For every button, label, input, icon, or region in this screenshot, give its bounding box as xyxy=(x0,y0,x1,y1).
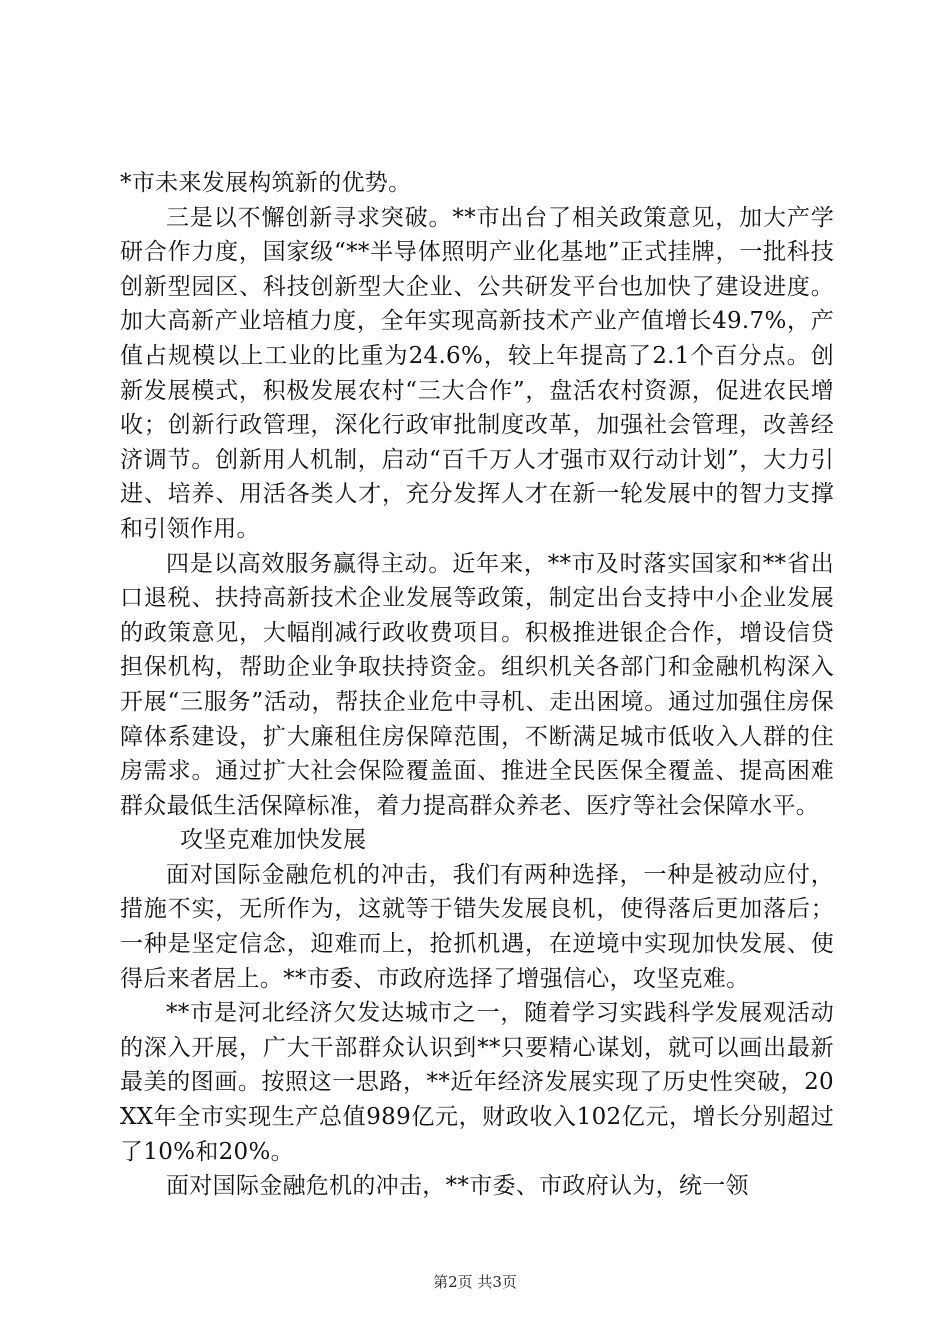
paragraph-continuation: *市未来发展构筑新的优势。 xyxy=(120,170,412,196)
paragraph-crisis-choice: 面对国际金融危机的冲击，我们有两种选择，一种是被动应付，措施不实，无所作为，这就等于错失发展良机，使得落后更加落后；一种是坚定信念，迎难而上，抢抓机遇，在逆境中实现加快发展、使得后来者居上。**市委、市政府选择了增强信心，攻坚克难。 xyxy=(120,861,834,992)
paragraph-innovation: 三是以不懈创新寻求突破。**市出台了相关政策意见，加大产学研合作力度，国家级“**半导体照明产业化基地”正式挂牌，一批科技创新型园区、科技创新型大企业、公共研发平台也加快了建设进度。加大高新产业培植力度，全年实现高新技术产业产值增长49.7%，产值占规模以上工业的比重为24.6%，较上年提高了2.1个百分点。创新发展模式，积极发展农村“三大合作”，盘活农村资源，促进农民增收；创新行政管理，深化行政审批制度改革，加强社会管理，改善经济调节。创新用人机制，启动“百千万人才强市双行动计划”，大力引进、培养、用活各类人才，充分发挥人才在新一轮发展中的智力支撑和引领作用。 xyxy=(120,204,834,542)
section-heading: 攻坚克难加快发展 xyxy=(180,827,367,854)
page-number-footer: 第2页 共3页 xyxy=(433,1273,517,1291)
paragraph-economy: **市是河北经济欠发达城市之一，随着学习实践科学发展观活动的深入开展，广大干部群众认识到**只要精心谋划，就可以画出最新最美的图画。按照这一思路，**近年经济发展实现了历史性突破，20XX年全市实现生产总值989亿元，财政收入102亿元，增长分别超过了10%和20%。 xyxy=(120,1000,834,1165)
paragraph-service: 四是以高效服务赢得主动。近年来，**市及时落实国家和**省出口退税、扶持高新技术企业发展等政策，制定出台支持中小企业发展的政策意见，大幅削减行政收费项目。积极推进银企合作，增设信贷担保机构，帮助企业争取扶持资金。组织机关各部门和金融机构深入开展“三服务”活动，帮扶企业危中寻机、走出困境。通过加强住房保障体系建设，扩大廉租住房保障范围，不断满足城市低收入人群的住房需求。通过扩大社会保险覆盖面、推进全民医保全覆盖、提高困难群众最低生活保障标准，着力提高群众养老、医疗等社会保障水平。 xyxy=(120,550,834,819)
paragraph-crisis-response: 面对国际金融危机的冲击，**市委、市政府认为，统一领 xyxy=(166,1173,749,1200)
document-body xyxy=(120,166,834,1204)
